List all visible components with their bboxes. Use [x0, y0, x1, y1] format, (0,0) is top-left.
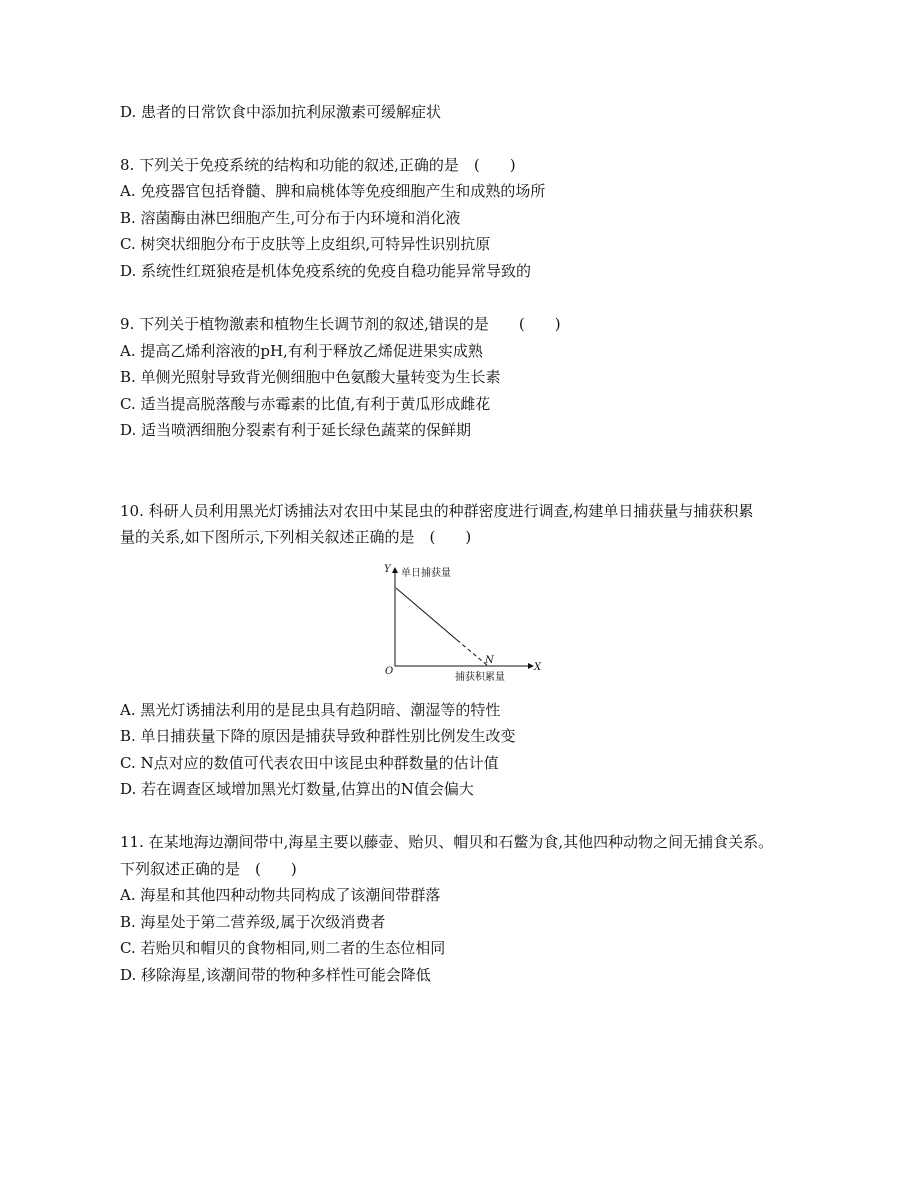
q11-option-c: C. 若贻贝和帽贝的食物相同,则二者的生态位相同 [120, 939, 446, 957]
q9-option-b: B. 单侧光照射导致背光侧细胞中色氨酸大量转变为生长素 [120, 368, 501, 386]
q9-option-d: D. 适当喷洒细胞分裂素有利于延长绿色蔬菜的保鲜期 [120, 421, 472, 439]
point-n-label: N [485, 655, 494, 666]
y-axis-label: 单日捕获量 [401, 568, 451, 579]
q10-option-d: D. 若在调查区域增加黑光灯数量,估算出的N值会偏大 [120, 780, 474, 798]
q10-figure [355, 560, 550, 685]
q11-option-b: B. 海星处于第二营养级,属于次级消费者 [120, 913, 386, 931]
q10-option-c: C. N点对应的数值可代表农田中该昆虫种群数量的估计值 [120, 754, 499, 772]
q8-option-b: B. 溶菌酶由淋巴细胞产生,可分布于内环境和消化液 [120, 209, 461, 227]
q9-stem: 9. 下列关于植物激素和植物生长调节剂的叙述,错误的是 ( ) [120, 315, 561, 333]
q7-option-d: D. 患者的日常饮食中添加抗利尿激素可缓解症状 [120, 103, 442, 121]
q10-stem-line2: 量的关系,如下图所示,下列相关叙述正确的是 ( ) [120, 528, 472, 546]
q9-option-a: A. 提高乙烯利溶液的pH,有利于释放乙烯促进果实成熟 [120, 342, 483, 360]
q8-option-c: C. 树突状细胞分布于皮肤等上皮组织,可特异性识别抗原 [120, 235, 491, 253]
y-axis-letter: Y [384, 564, 391, 575]
q8-option-d: D. 系统性红斑狼疮是机体免疫系统的免疫自稳功能异常导致的 [120, 262, 532, 280]
q8-stem: 8. 下列关于免疫系统的结构和功能的叙述,正确的是 ( ) [120, 156, 516, 174]
trend-line-solid [396, 588, 457, 640]
q8-option-a: A. 免疫器官包括脊髓、脾和扁桃体等免疫细胞产生和成熟的场所 [120, 182, 546, 200]
q11-stem-line1: 11. 在某地海边潮间带中,海星主要以藤壶、贻贝、帽贝和石鳖为食,其他四种动物之间无捕食关系。 [120, 833, 774, 851]
trend-line-dashed [457, 640, 488, 666]
q11-option-a: A. 海星和其他四种动物共同构成了该潮间带群落 [120, 886, 441, 904]
q10-option-a: A. 黑光灯诱捕法利用的是昆虫具有趋阴暗、潮湿等的特性 [120, 701, 501, 719]
x-axis-label: 捕获积累量 [455, 672, 505, 683]
q9-option-c: C. 适当提高脱落酸与赤霉素的比值,有利于黄瓜形成雌花 [120, 395, 491, 413]
q11-stem-line2: 下列叙述正确的是 ( ) [120, 860, 297, 878]
q11-option-d: D. 移除海星,该潮间带的物种多样性可能会降低 [120, 966, 431, 984]
origin-label: O [385, 666, 394, 677]
q10-figure-svg [355, 560, 550, 685]
q10-option-b: B. 单日捕获量下降的原因是捕获导致种群性别比例发生改变 [120, 727, 516, 745]
x-axis-letter: X [534, 662, 542, 673]
q10-stem-line1: 10. 科研人员利用黑光灯诱捕法对农田中某昆虫的种群密度进行调查,构建单日捕获量与捕获积累 [120, 502, 754, 520]
